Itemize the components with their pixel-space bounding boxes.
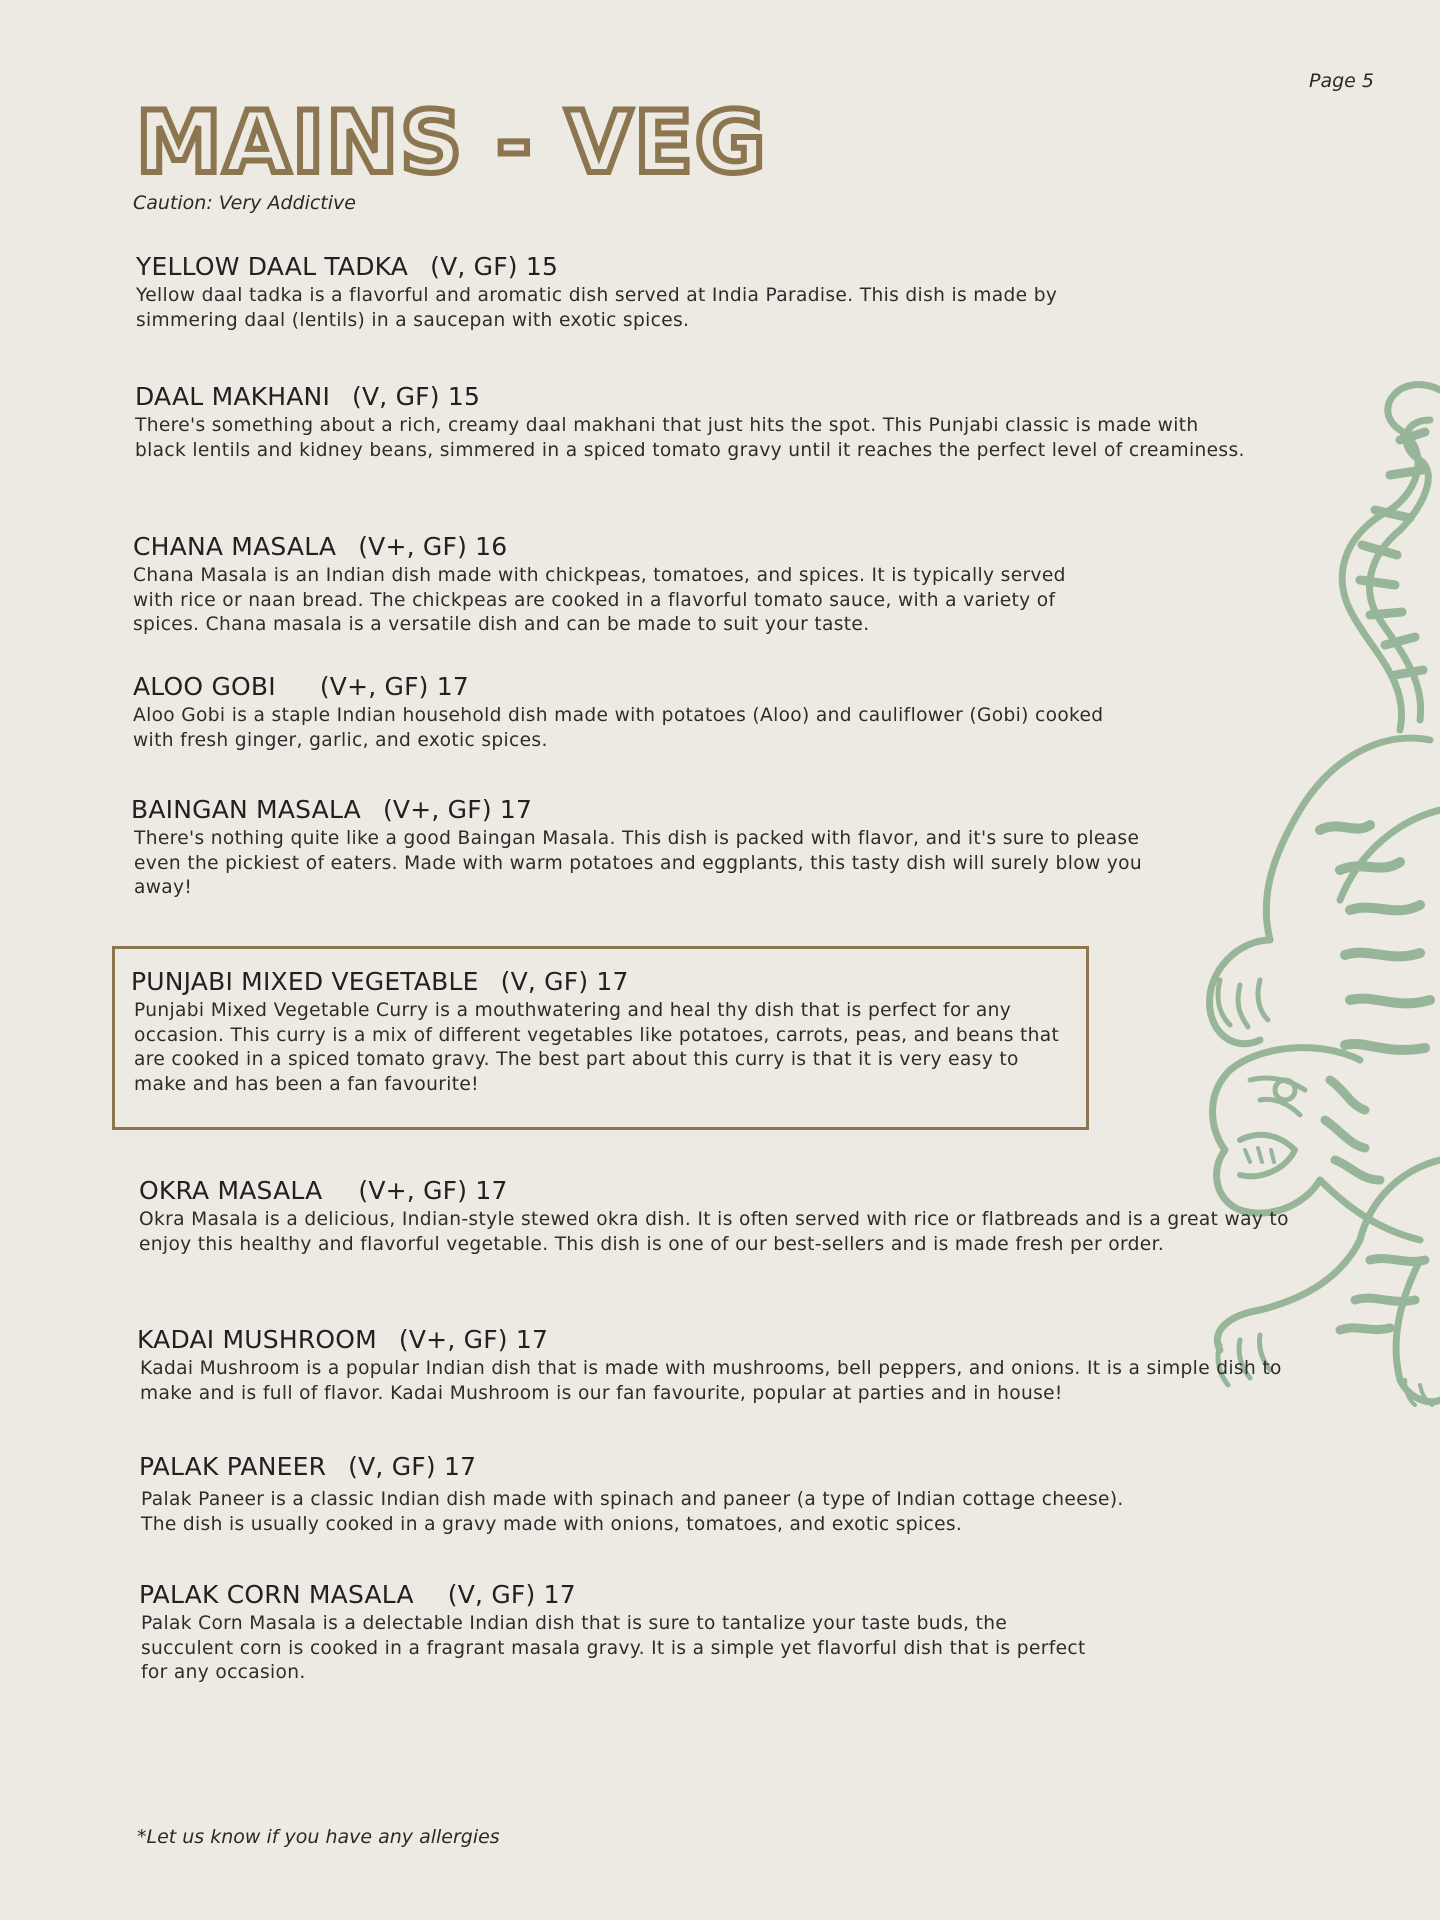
dish-name: PALAK CORN MASALA — [139, 1580, 414, 1609]
dish-name: YELLOW DAAL TADKA — [136, 252, 409, 281]
page-title: MAINS - VEG — [136, 93, 768, 193]
page-subtitle: Caution: Very Addictive — [133, 192, 356, 214]
dish-name: BAINGAN MASALA — [131, 795, 361, 824]
dish-description: Punjabi Mixed Vegetable Curry is a mouthwatering and heal thy dish that is perfect for any occasion. This curry is a mix of different vegetables like potatoes, carrots, peas, and beans that are cooked in a spiced tomato gravy. The best part about this curry is that it is very easy to make and has been a fan favourite! — [134, 1000, 1060, 1095]
menu-item-palak-corn-masala — [139, 1580, 1099, 1686]
dish-name: PUNJABI MIXED VEGETABLE — [131, 967, 479, 996]
dish-name: OKRA MASALA — [139, 1176, 323, 1205]
allergy-note: *Let us know if you have any allergies — [137, 1826, 500, 1848]
dish-description: Palak Corn Masala is a delectable Indian dish that is sure to tantalize your taste buds, the succulent corn is cooked in a fragrant masala gravy. It is a simple yet flavorful dish that is perfect for any occasion. — [141, 1613, 1086, 1683]
dish-tag-price: (V, GF) 17 — [348, 1452, 477, 1481]
dish-tag-price: (V+, GF) 17 — [358, 1176, 508, 1205]
dish-name: KADAI MUSHROOM — [137, 1325, 377, 1354]
dish-tag-price: (V, GF) 17 — [447, 1580, 576, 1609]
menu-item-daal-makhani — [135, 382, 1255, 463]
dish-description: Chana Masala is an Indian dish made with chickpeas, tomatoes, and spices. It is typically served with rice or naan bread. The chickpeas are cooked in a flavorful tomato sauce, with a variety of spices. Chana masala is a versatile dish and can be made to suit your taste. — [133, 565, 1066, 635]
dish-tag-price: (V+, GF) 17 — [398, 1325, 549, 1354]
dish-name: DAAL MAKHANI — [135, 382, 331, 411]
menu-item-palak-paneer — [139, 1452, 1139, 1537]
dish-description: Aloo Gobi is a staple Indian household dish made with potatoes (Aloo) and cauliflower (Gobi) cooked with fresh ginger, garlic, and exotic spices. — [133, 705, 1104, 751]
menu-item-okra-masala — [139, 1176, 1299, 1257]
dish-tag-price: (V+, GF) 16 — [358, 532, 508, 561]
dish-description: Yellow daal tadka is a flavorful and aromatic dish served at India Paradise. This dish is made by simmering daal (lentils) in a saucepan with exotic spices. — [136, 285, 1058, 331]
dish-name: PALAK PANEER — [139, 1452, 327, 1481]
dish-description: Kadai Mushroom is a popular Indian dish that is made with mushrooms, bell peppers, and onions. It is a simple dish to make and is full of flavor. Kadai Mushroom is our fan favourite, popular at parties and in house! — [140, 1358, 1282, 1404]
menu-item-baingan-masala — [131, 795, 1151, 901]
menu-item-aloo-gobi — [133, 672, 1123, 753]
page-number: Page 5 — [1309, 70, 1374, 92]
dish-name: CHANA MASALA — [133, 532, 337, 561]
menu-item-chana-masala — [133, 532, 1093, 638]
dish-description: There's nothing quite like a good Baingan Masala. This dish is packed with flavor, and it's sure to please even the pickiest of eaters. Made with warm potatoes and eggplants, this tasty dish will surely blow you away! — [134, 828, 1142, 898]
menu-item-kadai-mushroom — [137, 1325, 1317, 1406]
dish-tag-price: (V+, GF) 17 — [319, 672, 469, 701]
dish-description: Okra Masala is a delicious, Indian-style stewed okra dish. It is often served with rice or flatbreads and is a great way to enjoy this healthy and flavorful vegetable. This dish is one of our best-sellers and is made fresh per order. — [139, 1209, 1289, 1255]
dish-description: Palak Paneer is a classic Indian dish made with spinach and paneer (a type of Indian cottage cheese). The dish is usually cooked in a gravy made with onions, tomatoes, and exotic spices. — [141, 1489, 1124, 1535]
menu-item-yellow-daal-tadka — [136, 252, 1096, 333]
dish-description: There's something about a rich, creamy daal makhani that just hits the spot. This Punjabi classic is made with black lentils and kidney beans, simmered in a spiced tomato gravy until it reaches the perfect level of creaminess. — [135, 415, 1245, 461]
dish-tag-price: (V, GF) 17 — [500, 967, 629, 996]
dish-tag-price: (V, GF) 15 — [352, 382, 481, 411]
dish-tag-price: (V+, GF) 17 — [382, 795, 533, 824]
dish-name: ALOO GOBI — [133, 672, 276, 701]
dish-tag-price: (V, GF) 15 — [430, 252, 559, 281]
menu-item-punjabi-mixed-vegetable — [131, 967, 1081, 1097]
